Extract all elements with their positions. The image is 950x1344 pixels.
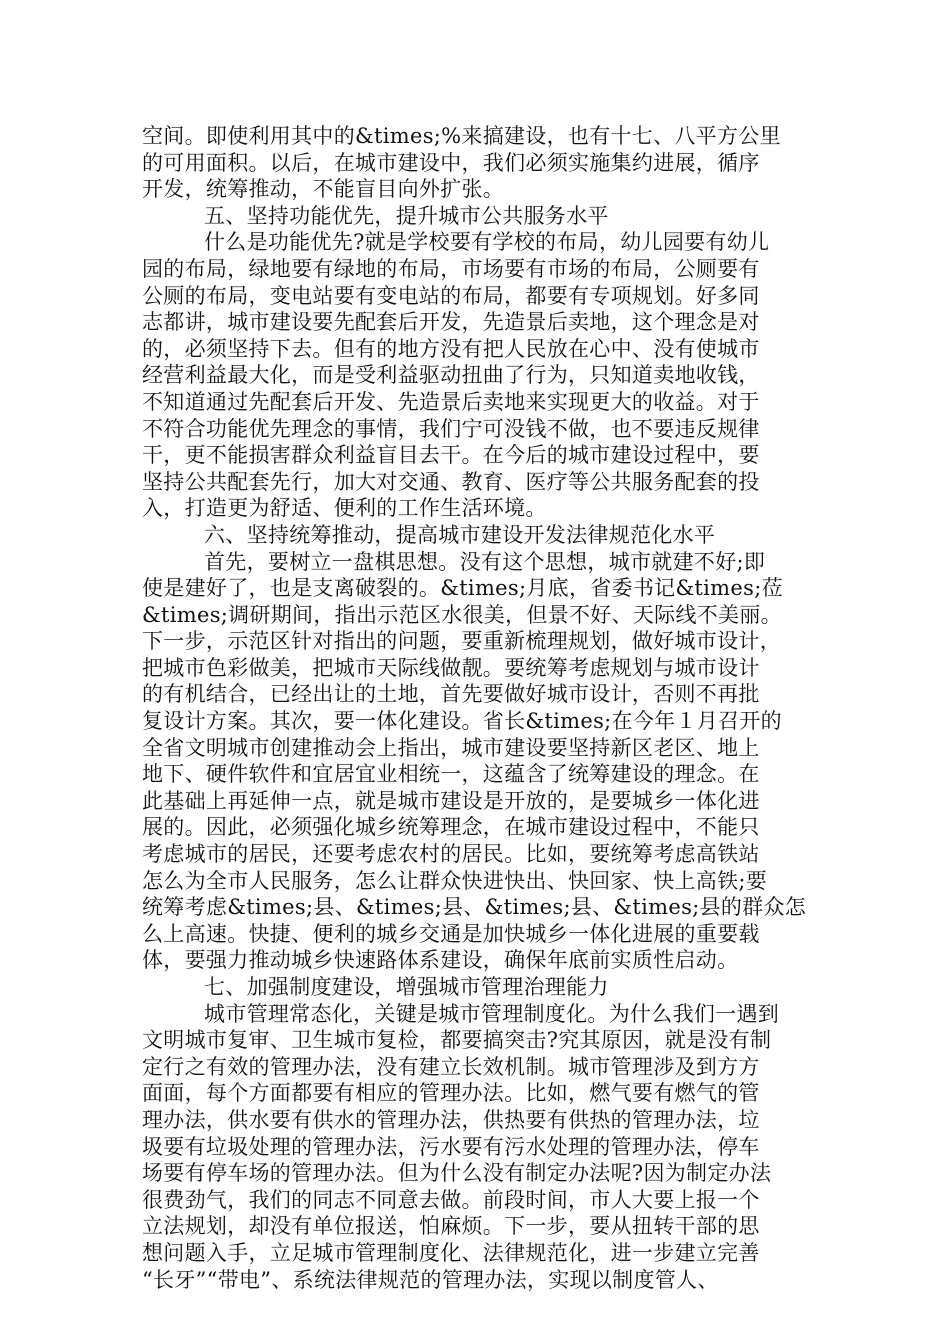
text-line: 体，要强力推动城乡快速路体系建设，确保年底前实质性启动。 <box>142 948 739 973</box>
text-line: “长牙”“带电”、系统法律规范的管理办法，实现以制度管人、 <box>142 1267 719 1292</box>
text-line: 开发，统筹推动，不能盲目向外扩张。 <box>142 177 505 202</box>
text-line: 圾要有垃圾处理的管理办法，污水要有污水处理的管理办法，停车 <box>142 1134 760 1159</box>
text-line: 么上高速。快捷、便利的城乡交通是加快城乡一体化进展的重要载 <box>142 921 760 946</box>
text-line: 不符合功能优先理念的事情，我们宁可没钱不做，也不要违反规律 <box>142 416 760 441</box>
paragraph-first-line: 七、加强制度建设，增强城市管理治理能力 <box>204 975 609 999</box>
text-line: 坚持公共配套先行，加大对交通、教育、医疗等公共服务配套的投 <box>142 469 760 494</box>
text-line: 定行之有效的管理办法，没有建立长效机制。城市管理涉及到方方 <box>142 1054 760 1079</box>
text-line: 不知道通过先配套后开发、先造景后卖地来实现更大的收益。对于 <box>142 389 760 414</box>
text-line: 立法规划，却没有单位报送，怕麻烦。下一步，要从扭转干部的思 <box>142 1214 760 1239</box>
paragraph-first-line: 城市管理常态化，关键是城市管理制度化。为什么我们一遇到 <box>204 1001 780 1026</box>
text-line: 全省文明城市创建推动会上指出，城市建设要坚持新区老区、地上 <box>142 735 760 760</box>
text-line: 下一步，示范区针对指出的问题，要重新梳理规划，做好城市设计， <box>142 629 781 654</box>
text-line: 考虑城市的居民，还要考虑农村的居民。比如，要统筹考虑高铁站 <box>142 842 760 867</box>
text-line: 此基础上再延伸一点，就是城市建设是开放的，是要城乡一体化进 <box>142 788 760 813</box>
text-line: 场要有停车场的管理办法。但为什么没有制定办法呢?因为制定办法 <box>142 1161 772 1186</box>
text-line: 统筹考虑&times;县、&times;县、&times;县、&times;县的群众怎 <box>142 895 807 920</box>
text-line: 使是建好了，也是支离破裂的。&times;月底，省委书记&times;莅 <box>142 576 783 601</box>
text-line: 地下、硬件软件和宜居宜业相统一，这蕴含了统筹建设的理念。在 <box>142 762 760 787</box>
text-line: 空间。即使利用其中的&times;%来搞建设，也有十七、八平方公里 <box>142 124 781 148</box>
text-line: 展的。因此，必须强化城乡统筹理念，在城市建设过程中，不能只 <box>142 815 760 840</box>
text-line: 想问题入手，立足城市管理制度化、法律规范化，进一步建立完善 <box>142 1240 760 1265</box>
text-line: 干，更不能损害群众利益盲目去干。在今后的城市建设过程中，要 <box>142 443 760 468</box>
text-line: 志都讲，城市建设要先配套后开发，先造景后卖地，这个理念是对 <box>142 310 760 335</box>
text-line: 的可用面积。以后，在城市建设中，我们必须实施集约进展，循序 <box>142 150 760 175</box>
text-line: 公厕的布局，变电站要有变电站的布局，都要有专项规划。好多同 <box>142 283 760 308</box>
text-line: 的，必须坚持下去。但有的地方没有把人民放在心中、没有使城市 <box>142 336 760 361</box>
text-line: 理办法，供水要有供水的管理办法，供热要有供热的管理办法，垃 <box>142 1107 760 1132</box>
paragraph-first-line: 首先，要树立一盘棋思想。没有这个思想，城市就建不好;即 <box>204 549 766 574</box>
text-line: 把城市色彩做美，把城市天际线做靓。要统筹考虑规划与城市设计 <box>142 655 760 680</box>
text-line: 的有机结合，已经出让的土地，首先要做好城市设计，否则不再批 <box>142 682 760 707</box>
paragraph-first-line: 六、坚持统筹推动，提高城市建设开发法律规范化水平 <box>204 522 716 547</box>
text-line: 入，打造更为舒适、便利的工作生活环境。 <box>142 496 547 521</box>
text-line: 文明城市复审、卫生城市复检，都要搞突击?究其原因，就是没有制 <box>142 1028 772 1053</box>
text-line: 经营利益最大化，而是受利益驱动扭曲了行为，只知道卖地收钱， <box>142 363 760 388</box>
paragraph-first-line: 什么是功能优先?就是学校要有学校的布局，幼儿园要有幼儿 <box>204 230 770 255</box>
text-line: 很费劲气，我们的同志不同意去做。前段时间，市人大要上报一个 <box>142 1187 760 1212</box>
text-line: &times;调研期间，指出示范区水很美，但景不好、天际线不美丽。 <box>142 602 782 627</box>
text-line: 面面，每个方面都要有相应的管理办法。比如，燃气要有燃气的管 <box>142 1081 760 1106</box>
document-body <box>142 123 810 1293</box>
paragraph-first-line: 五、坚持功能优先，提升城市公共服务水平 <box>204 203 609 228</box>
text-line: 复设计方案。其次，要一体化建设。省长&times;在今年１月召开的 <box>142 709 782 734</box>
text-line: 园的布局，绿地要有绿地的布局，市场要有市场的布局，公厕要有 <box>142 256 760 281</box>
text-line: 怎么为全市人民服务，怎么让群众快进快出、快回家、快上高铁;要 <box>142 868 768 893</box>
